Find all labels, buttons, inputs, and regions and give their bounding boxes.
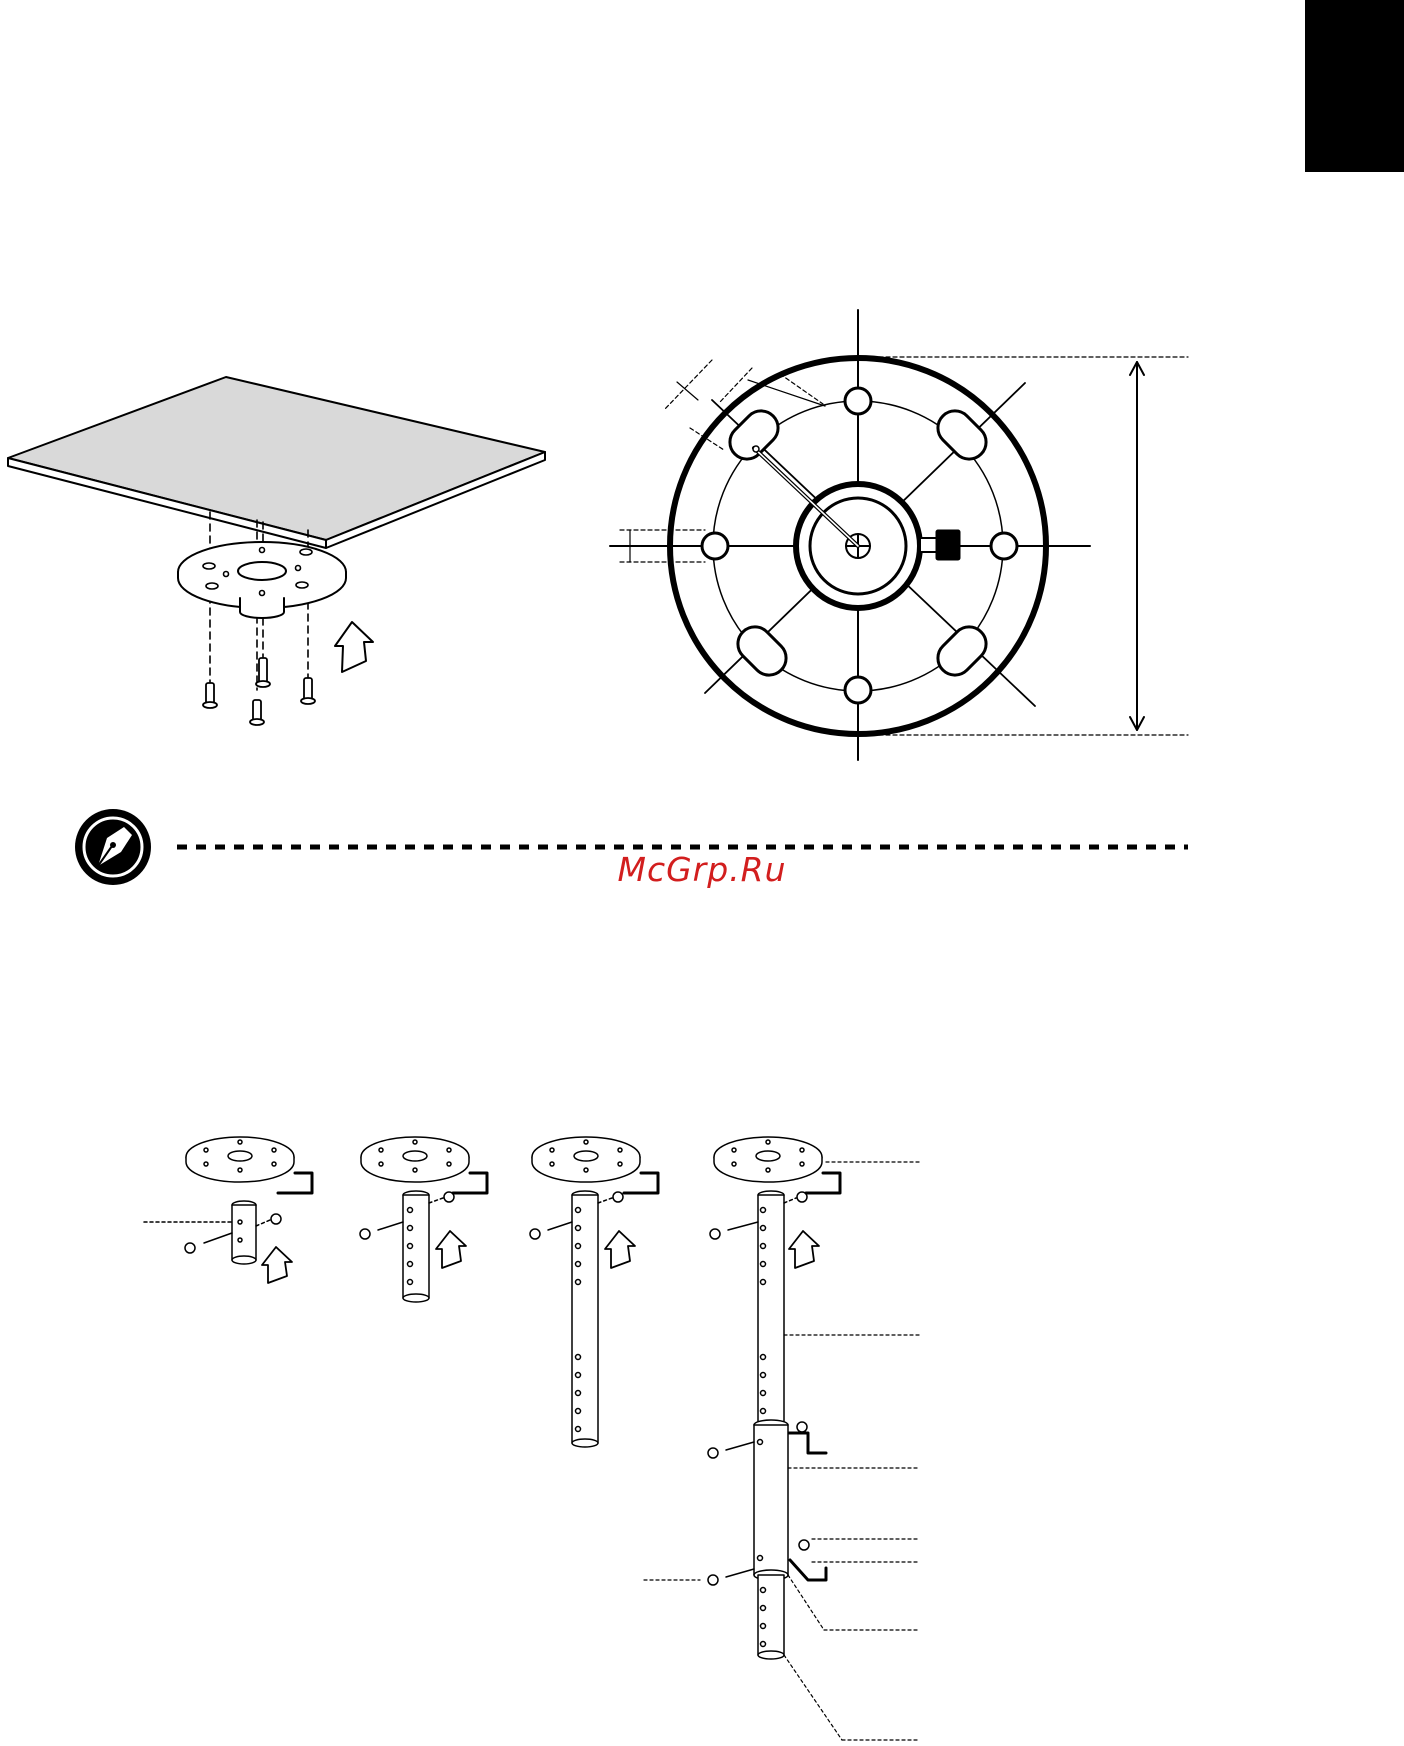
plate-option-a bbox=[144, 1137, 312, 1283]
plate-option-c bbox=[530, 1137, 658, 1447]
plate-option-b bbox=[360, 1137, 487, 1302]
extension-pipe-figure bbox=[144, 1137, 920, 1740]
plate-dimension-figure bbox=[610, 310, 1188, 760]
plate-assembly-figure bbox=[8, 377, 545, 725]
plate-option-d-extended bbox=[644, 1137, 920, 1740]
watermark-text: McGrp.Ru bbox=[617, 850, 787, 889]
